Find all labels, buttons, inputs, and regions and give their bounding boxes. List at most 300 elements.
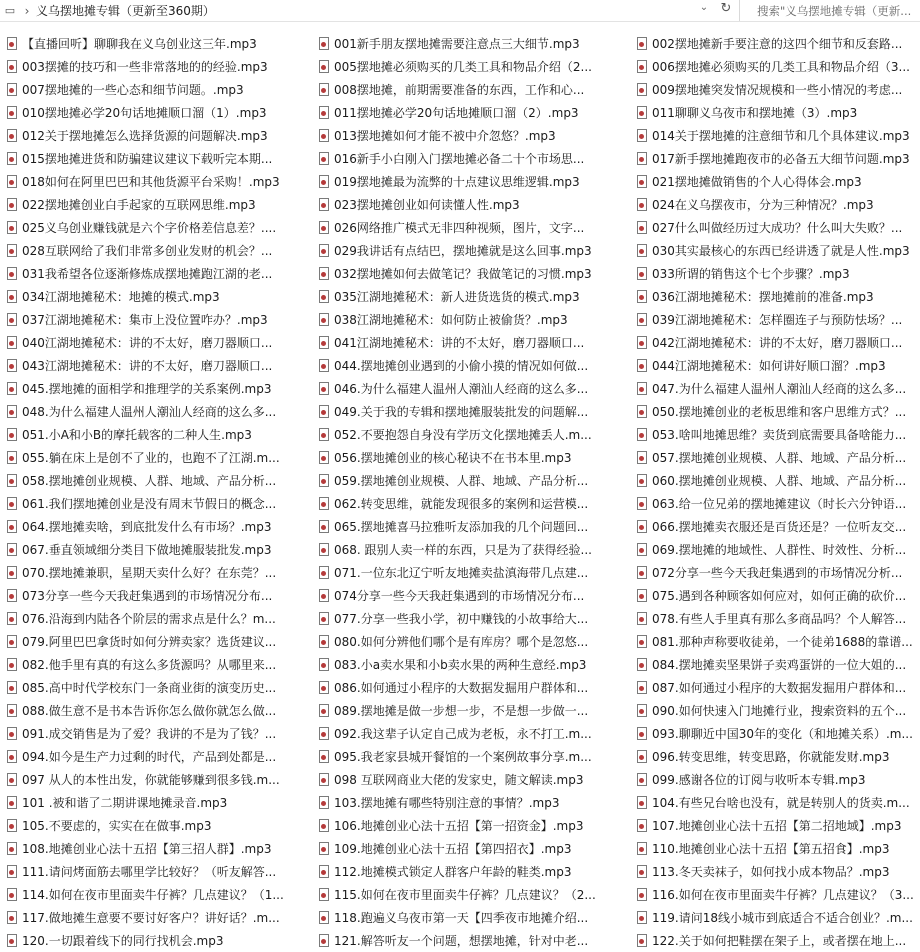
file-item[interactable] xyxy=(0,193,310,216)
file-item[interactable] xyxy=(310,906,620,929)
file-item[interactable] xyxy=(0,354,310,377)
file-name: 077.分享一些我小学，初中赚钱的小故事给大... xyxy=(334,612,589,626)
audio-file-icon xyxy=(637,244,647,257)
file-name: 078.有些人手里真有那么多商品吗？个人解答... xyxy=(652,612,907,626)
file-item[interactable] xyxy=(310,469,620,492)
audio-file-icon xyxy=(7,681,17,694)
file-name: 042江湖地摊秘术：讲的不太好，磨刀器顺口... xyxy=(652,336,903,350)
file-name: 028互联网给了我们非常多创业发财的机会？... xyxy=(22,244,273,258)
file-name: 035江湖地摊秘术：新人进货选货的模式.mp3 xyxy=(334,290,580,304)
file-item[interactable] xyxy=(620,791,920,814)
file-name: 043江湖地摊秘术：讲的不太好，磨刀器顺口... xyxy=(22,359,273,373)
file-item[interactable] xyxy=(310,745,620,768)
file-item[interactable] xyxy=(0,469,310,492)
audio-file-icon xyxy=(319,796,329,809)
file-item[interactable] xyxy=(0,101,310,124)
audio-file-icon xyxy=(7,129,17,142)
file-name: 058.摆地摊创业规模、人群、地域、产品分析... xyxy=(22,474,277,488)
audio-file-icon xyxy=(637,313,647,326)
audio-file-icon xyxy=(637,60,647,73)
file-item[interactable] xyxy=(620,630,920,653)
file-name: 110.地摊创业心法十五招【第五招食】.mp3 xyxy=(652,842,890,856)
file-item[interactable] xyxy=(620,170,920,193)
file-name: 046.为什么福建人温州人潮汕人经商的这么多... xyxy=(334,382,589,396)
file-item[interactable] xyxy=(310,837,620,860)
audio-file-icon xyxy=(637,658,647,671)
file-name: 084.摆地摊卖坚果饼子卖鸡蛋饼的一位大姐的... xyxy=(652,658,907,672)
audio-file-icon xyxy=(637,152,647,165)
file-item[interactable] xyxy=(620,32,920,55)
audio-file-icon xyxy=(7,175,17,188)
audio-file-icon xyxy=(319,60,329,73)
audio-file-icon xyxy=(7,405,17,418)
file-item[interactable] xyxy=(620,515,920,538)
file-item[interactable] xyxy=(0,607,310,630)
audio-file-icon xyxy=(319,336,329,349)
file-name: 106.地摊创业心法十五招【第一招资金】.mp3 xyxy=(334,819,584,833)
audio-file-icon xyxy=(637,520,647,533)
file-name: 005摆地摊必须购买的几类工具和物品介绍（2... xyxy=(334,60,592,74)
file-name: 060.摆地摊创业规模、人群、地域、产品分析... xyxy=(652,474,907,488)
file-item[interactable] xyxy=(310,55,620,78)
file-item[interactable] xyxy=(310,147,620,170)
file-item[interactable] xyxy=(0,55,310,78)
file-item[interactable] xyxy=(310,193,620,216)
audio-file-icon xyxy=(637,934,647,947)
file-item[interactable] xyxy=(620,814,920,837)
audio-file-icon xyxy=(7,911,17,924)
file-item[interactable] xyxy=(310,515,620,538)
audio-file-icon xyxy=(637,290,647,303)
file-name: 013摆地摊如何才能不被中介忽悠？.mp3 xyxy=(334,129,556,143)
file-item[interactable] xyxy=(620,216,920,239)
audio-file-icon xyxy=(319,106,329,119)
file-name: 080.如何分辨他们哪个是有库房？哪个是忽悠... xyxy=(334,635,589,649)
audio-file-icon xyxy=(637,267,647,280)
audio-file-icon xyxy=(319,382,329,395)
audio-file-icon xyxy=(319,612,329,625)
audio-file-icon xyxy=(319,359,329,372)
file-item[interactable] xyxy=(620,722,920,745)
audio-file-icon xyxy=(319,198,329,211)
file-item[interactable] xyxy=(0,538,310,561)
audio-file-icon xyxy=(637,704,647,717)
audio-file-icon xyxy=(637,497,647,510)
file-name: 086.如何通过小程序的大数据发掘用户群体和... xyxy=(334,681,589,695)
file-name: 047.为什么福建人温州人潮汕人经商的这么多... xyxy=(652,382,907,396)
audio-file-icon xyxy=(637,83,647,96)
file-name: 015摆地摊进货和防骗建议建议下载听完本期... xyxy=(22,152,273,166)
file-item[interactable] xyxy=(0,722,310,745)
file-item[interactable] xyxy=(310,124,620,147)
audio-file-icon xyxy=(7,750,17,763)
file-item[interactable] xyxy=(620,193,920,216)
file-item[interactable] xyxy=(0,791,310,814)
file-item[interactable] xyxy=(0,124,310,147)
file-name: 079.阿里巴巴拿货时如何分辨卖家？选货建议... xyxy=(22,635,277,649)
audio-file-icon xyxy=(319,865,329,878)
file-item[interactable] xyxy=(620,354,920,377)
file-item[interactable] xyxy=(310,400,620,423)
file-item[interactable] xyxy=(310,354,620,377)
file-item[interactable] xyxy=(310,285,620,308)
file-item[interactable] xyxy=(310,814,620,837)
audio-file-icon xyxy=(7,773,17,786)
file-item[interactable] xyxy=(0,883,310,906)
file-item[interactable] xyxy=(0,147,310,170)
file-item[interactable] xyxy=(0,423,310,446)
breadcrumb-current-folder[interactable]: 义乌摆地摊专辑（更新至360期） xyxy=(36,4,215,18)
refresh-icon[interactable]: ↻ xyxy=(720,1,732,16)
audio-file-icon xyxy=(7,635,17,648)
audio-file-icon xyxy=(7,106,17,119)
file-name: 104.有些兄台啥也没有，就是转别人的货卖.m... xyxy=(652,796,910,810)
file-item[interactable] xyxy=(310,676,620,699)
file-item[interactable] xyxy=(0,768,310,791)
file-name: 082.他手里有真的有这么多货源吗？从哪里来... xyxy=(22,658,277,672)
audio-file-icon xyxy=(7,451,17,464)
file-name: 105.不要虑的，实实在在做事.mp3 xyxy=(22,819,212,833)
file-item[interactable] xyxy=(0,446,310,469)
file-item[interactable] xyxy=(620,492,920,515)
file-name: 030其实最核心的东西已经讲透了就是人性.mp3 xyxy=(652,244,910,258)
file-name: 088.做生意不是书本告诉你怎么做你就怎么做... xyxy=(22,704,277,718)
audio-file-icon xyxy=(637,336,647,349)
file-name: 002摆地摊新手要注意的这四个细节和反套路... xyxy=(652,37,903,51)
file-name: 113.冬天卖袜子，如何找小成本物品？.mp3 xyxy=(652,865,890,879)
file-item[interactable] xyxy=(310,929,620,952)
file-name: 044江湖地摊秘术：如何讲好顺口溜？.mp3 xyxy=(652,359,886,373)
audio-file-icon xyxy=(319,819,329,832)
file-item[interactable] xyxy=(620,331,920,354)
audio-file-icon xyxy=(637,359,647,372)
file-name: 038江湖地摊秘术：如何防止被偷货？.mp3 xyxy=(334,313,568,327)
audio-file-icon xyxy=(637,819,647,832)
audio-file-icon xyxy=(637,750,647,763)
audio-file-icon xyxy=(637,428,647,441)
file-name: 093.聊聊近中国30年的变化（和地摊关系）.m... xyxy=(652,727,913,741)
file-item[interactable] xyxy=(620,768,920,791)
file-item[interactable] xyxy=(620,538,920,561)
audio-file-icon xyxy=(637,888,647,901)
file-name: 059.摆地摊创业规模、人群、地域、产品分析... xyxy=(334,474,589,488)
file-item[interactable] xyxy=(0,262,310,285)
file-item[interactable] xyxy=(310,607,620,630)
audio-file-icon xyxy=(637,382,647,395)
file-item[interactable] xyxy=(0,653,310,676)
file-name: 045.摆地摊的面相学和推理学的关系案例.mp3 xyxy=(22,382,272,396)
file-name: 076.沿海到内陆各个阶层的需求点是什么？m... xyxy=(22,612,276,626)
audio-file-icon xyxy=(637,106,647,119)
file-item[interactable] xyxy=(0,492,310,515)
audio-file-icon xyxy=(7,888,17,901)
file-item[interactable] xyxy=(0,239,310,262)
audio-file-icon xyxy=(319,911,329,924)
file-item[interactable] xyxy=(0,860,310,883)
file-item[interactable] xyxy=(620,124,920,147)
audio-file-icon xyxy=(7,497,17,510)
file-item[interactable] xyxy=(310,170,620,193)
file-name: 032摆地摊如何去做笔记？我做笔记的习惯.mp3 xyxy=(334,267,592,281)
audio-file-icon xyxy=(319,704,329,717)
file-name: 107.地摊创业心法十五招【第二招地域】.mp3 xyxy=(652,819,902,833)
file-item[interactable] xyxy=(620,607,920,630)
file-name: 016新手小白刚入门摆地摊必备二十个市场思... xyxy=(334,152,585,166)
audio-file-icon xyxy=(319,175,329,188)
audio-file-icon xyxy=(637,198,647,211)
file-item[interactable] xyxy=(310,538,620,561)
file-name: 023摆地摊创业如何读懂人性.mp3 xyxy=(334,198,520,212)
audio-file-icon xyxy=(637,175,647,188)
file-item[interactable] xyxy=(620,561,920,584)
file-name: 031我希望各位逐渐修炼成摆地摊跑江湖的老... xyxy=(22,267,273,281)
file-name: 071.一位东北辽宁听友地摊卖盐滇海带几点建... xyxy=(334,566,589,580)
file-item[interactable] xyxy=(620,469,920,492)
audio-file-icon xyxy=(7,37,17,50)
audio-file-icon xyxy=(7,474,17,487)
file-name: 【直播回听】聊聊我在义乌创业这三年.mp3 xyxy=(22,37,257,51)
audio-file-icon xyxy=(319,589,329,602)
audio-file-icon xyxy=(637,543,647,556)
file-item[interactable] xyxy=(310,584,620,607)
file-name: 049.关于我的专辑和摆地摊服装批发的问题解... xyxy=(334,405,589,419)
file-name: 099.感谢各位的订阅与收听本专辑.mp3 xyxy=(652,773,866,787)
file-name: 121.解答听友一个问题，想摆地摊，针对中老... xyxy=(334,934,589,948)
audio-file-icon xyxy=(7,589,17,602)
file-item[interactable] xyxy=(310,722,620,745)
file-item[interactable] xyxy=(310,768,620,791)
audio-file-icon xyxy=(319,543,329,556)
file-name: 006摆地摊必须购买的几类工具和物品介绍（3... xyxy=(652,60,910,74)
file-item[interactable] xyxy=(620,676,920,699)
file-item[interactable] xyxy=(0,676,310,699)
file-item[interactable] xyxy=(310,377,620,400)
file-item[interactable] xyxy=(620,101,920,124)
file-item[interactable] xyxy=(620,584,920,607)
file-item[interactable] xyxy=(620,446,920,469)
search-box[interactable] xyxy=(741,0,920,21)
file-item[interactable] xyxy=(310,883,620,906)
address-bar[interactable] xyxy=(0,0,740,21)
file-item[interactable] xyxy=(620,147,920,170)
file-name: 087.如何通过小程序的大数据发掘用户群体和... xyxy=(652,681,907,695)
chevron-down-icon[interactable]: ⌄ xyxy=(699,2,709,13)
file-item[interactable] xyxy=(620,699,920,722)
file-item[interactable] xyxy=(310,101,620,124)
audio-file-icon xyxy=(319,83,329,96)
audio-file-icon xyxy=(7,198,17,211)
file-item[interactable] xyxy=(310,262,620,285)
audio-file-icon xyxy=(319,221,329,234)
file-name: 089.摆地摊是做一步想一步，不是想一步做一... xyxy=(334,704,589,718)
file-item[interactable] xyxy=(0,78,310,101)
file-item[interactable] xyxy=(310,630,620,653)
file-item[interactable] xyxy=(310,860,620,883)
file-name: 114.如何在夜市里面卖牛仔裤？几点建议？（1... xyxy=(22,888,284,902)
file-item[interactable] xyxy=(310,239,620,262)
file-name: 101 .被和谐了二期讲课地摊录音.mp3 xyxy=(22,796,228,810)
file-item[interactable] xyxy=(620,262,920,285)
file-item[interactable] xyxy=(620,745,920,768)
file-name: 053.啥叫地摊思维？卖货到底需要具备啥能力... xyxy=(652,428,907,442)
file-name: 010摆地摊必学20句话地摊顺口溜（1）.mp3 xyxy=(22,106,267,120)
audio-file-icon xyxy=(319,520,329,533)
file-item[interactable] xyxy=(0,285,310,308)
file-item[interactable] xyxy=(310,653,620,676)
audio-file-icon xyxy=(319,750,329,763)
file-item[interactable] xyxy=(0,630,310,653)
file-item[interactable] xyxy=(620,906,920,929)
audio-file-icon xyxy=(7,520,17,533)
file-name: 037江湖地摊秘术：集市上没位置咋办？.mp3 xyxy=(22,313,268,327)
file-name: 103.摆地摊有哪些特别注意的事情？.mp3 xyxy=(334,796,560,810)
file-item[interactable] xyxy=(620,285,920,308)
audio-file-icon xyxy=(7,60,17,73)
audio-file-icon xyxy=(319,566,329,579)
audio-file-icon xyxy=(319,37,329,50)
audio-file-icon xyxy=(7,796,17,809)
file-name: 011摆地摊必学20句话地摊顺口溜（2）.mp3 xyxy=(334,106,579,120)
audio-file-icon xyxy=(319,727,329,740)
file-name: 094.如今是生产力过剩的时代，产品到处都是... xyxy=(22,750,277,764)
chevron-right-icon[interactable]: › xyxy=(24,3,30,18)
audio-file-icon xyxy=(319,428,329,441)
file-name: 052.不要抱怨自身没有学历文化摆地摊丢人.m... xyxy=(334,428,592,442)
file-item[interactable] xyxy=(310,78,620,101)
file-name: 096.转变思维，转变思路，你就能发财.mp3 xyxy=(652,750,890,764)
audio-file-icon xyxy=(319,658,329,671)
file-name: 009摆地摊突发情况规模和一些小情况的考虑... xyxy=(652,83,903,97)
file-item[interactable] xyxy=(310,216,620,239)
file-name: 017新手摆地摊跑夜市的必备五大细节问题.mp3 xyxy=(652,152,910,166)
file-name: 075.遇到各种顾客如何应对，如何正确的砍价... xyxy=(652,589,907,603)
file-name: 109.地摊创业心法十五招【第四招衣】.mp3 xyxy=(334,842,572,856)
file-name: 055.躺在床上是创不了业的，也跑不了江湖.m... xyxy=(22,451,280,465)
file-name: 068. 跟别人卖一样的东西，只是为了获得经验... xyxy=(334,543,592,557)
audio-file-icon xyxy=(637,566,647,579)
audio-file-icon xyxy=(7,704,17,717)
audio-file-icon xyxy=(7,612,17,625)
file-name: 112.地摊模式锁定人群客户年龄的鞋类.mp3 xyxy=(334,865,572,879)
file-name: 027什么叫做经历过大成功？什么叫大失败？... xyxy=(652,221,903,235)
audio-file-icon xyxy=(319,152,329,165)
file-name: 118.跑遍义乌夜市第一天【四季夜市地摊介绍... xyxy=(334,911,589,925)
file-item[interactable] xyxy=(620,377,920,400)
file-item[interactable] xyxy=(620,423,920,446)
file-name: 001新手朋友摆地摊需要注意点三大细节.mp3 xyxy=(334,37,580,51)
audio-file-icon xyxy=(7,290,17,303)
file-item[interactable] xyxy=(620,55,920,78)
search-input[interactable] xyxy=(757,4,917,18)
file-name: 090.如何快速入门地摊行业，搜索资料的五个... xyxy=(652,704,907,718)
file-name: 011聊聊义乌夜市和摆地摊（3）.mp3 xyxy=(652,106,858,120)
audio-file-icon xyxy=(319,934,329,947)
audio-file-icon xyxy=(7,842,17,855)
audio-file-icon xyxy=(637,474,647,487)
file-item[interactable] xyxy=(0,561,310,584)
audio-file-icon xyxy=(7,267,17,280)
file-item[interactable] xyxy=(310,331,620,354)
audio-file-icon xyxy=(637,796,647,809)
file-item[interactable] xyxy=(0,699,310,722)
audio-file-icon xyxy=(7,152,17,165)
audio-file-icon xyxy=(7,221,17,234)
file-name: 111.请问烤面筋去哪里学比较好？（听友解答... xyxy=(22,865,277,879)
file-item[interactable] xyxy=(0,32,310,55)
file-item[interactable] xyxy=(620,929,920,952)
file-item[interactable] xyxy=(310,561,620,584)
audio-file-icon xyxy=(7,336,17,349)
file-name: 062.转变思维，就能发现很多的案例和运营模... xyxy=(334,497,589,511)
file-item[interactable] xyxy=(0,216,310,239)
file-item[interactable] xyxy=(620,653,920,676)
file-item[interactable] xyxy=(0,814,310,837)
audio-file-icon xyxy=(637,773,647,786)
file-item[interactable] xyxy=(310,699,620,722)
file-item[interactable] xyxy=(0,170,310,193)
file-name: 044.摆地摊创业遇到的小偷小摸的情况如何做... xyxy=(334,359,589,373)
audio-file-icon xyxy=(319,888,329,901)
audio-file-icon xyxy=(7,819,17,832)
file-item[interactable] xyxy=(310,791,620,814)
file-item[interactable] xyxy=(620,883,920,906)
file-name: 003摆摊的技巧和一些非常落地的的经验.mp3 xyxy=(22,60,268,74)
file-item[interactable] xyxy=(310,446,620,469)
file-item[interactable] xyxy=(0,515,310,538)
file-name: 085.高中时代学校东门一条商业街的演变历史... xyxy=(22,681,277,695)
file-name: 108.地摊创业心法十五招【第三招人群】.mp3 xyxy=(22,842,272,856)
file-item[interactable] xyxy=(620,239,920,262)
file-item[interactable] xyxy=(310,308,620,331)
file-item[interactable] xyxy=(620,860,920,883)
file-item[interactable] xyxy=(0,837,310,860)
file-item[interactable] xyxy=(0,308,310,331)
file-item[interactable] xyxy=(310,492,620,515)
file-item[interactable] xyxy=(310,32,620,55)
audio-file-icon xyxy=(637,842,647,855)
file-name: 122.关于如何把鞋摆在架子上，或者摆在地上... xyxy=(652,934,907,948)
file-name: 073分享一些今天我赶集遇到的市场情况分布... xyxy=(22,589,273,603)
audio-file-icon xyxy=(319,773,329,786)
file-name: 008摆地摊，前期需要准备的东西，工作和心... xyxy=(334,83,585,97)
file-item[interactable] xyxy=(620,837,920,860)
file-name: 056.摆地摊创业的核心秘诀不在书本里.mp3 xyxy=(334,451,572,465)
file-item[interactable] xyxy=(620,308,920,331)
file-item[interactable] xyxy=(620,400,920,423)
file-name: 012关于摆地摊怎么选择货源的问题解决.mp3 xyxy=(22,129,268,143)
file-name: 022摆地摊创业白手起家的互联网思维.mp3 xyxy=(22,198,256,212)
audio-file-icon xyxy=(319,635,329,648)
file-item[interactable] xyxy=(0,745,310,768)
file-name: 116.如何在夜市里面卖牛仔裤？几点建议？（3... xyxy=(652,888,914,902)
audio-file-icon xyxy=(7,382,17,395)
file-item[interactable] xyxy=(0,377,310,400)
audio-file-icon xyxy=(7,865,17,878)
file-item[interactable] xyxy=(0,584,310,607)
file-name: 034江湖地摊秘术：地摊的模式.mp3 xyxy=(22,290,220,304)
file-item[interactable] xyxy=(0,929,310,952)
audio-file-icon xyxy=(319,129,329,142)
file-name: 051.小A和小B的摩托载客的二种人生.mp3 xyxy=(22,428,252,442)
file-item[interactable] xyxy=(620,78,920,101)
file-item[interactable] xyxy=(0,400,310,423)
audio-file-icon xyxy=(7,83,17,96)
audio-file-icon xyxy=(319,267,329,280)
file-item[interactable] xyxy=(0,906,310,929)
audio-file-icon xyxy=(637,727,647,740)
file-item[interactable] xyxy=(0,331,310,354)
file-item[interactable] xyxy=(310,423,620,446)
